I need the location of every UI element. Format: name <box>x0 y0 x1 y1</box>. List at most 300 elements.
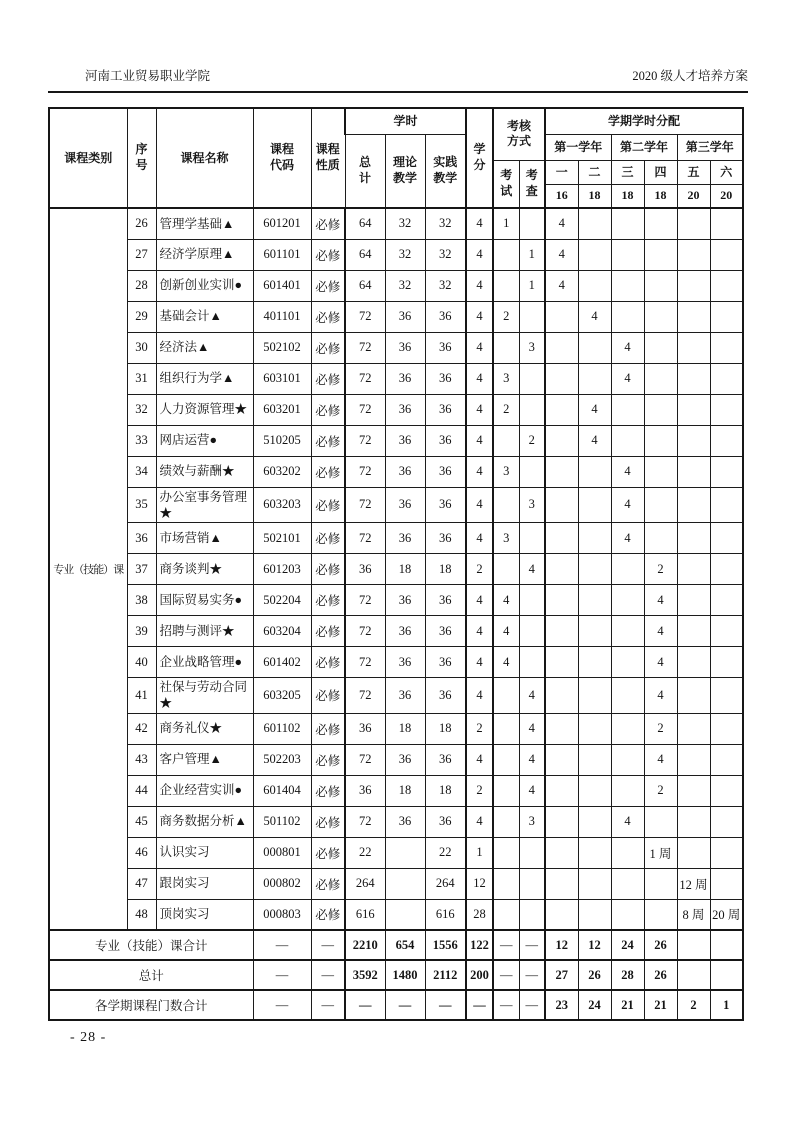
credits-cell: 4 <box>466 616 493 647</box>
semester-4-cell <box>644 394 677 425</box>
semester-3-cell <box>611 585 644 616</box>
theory-hours-cell: 36 <box>385 487 425 523</box>
practice-hours-cell: 32 <box>425 208 466 239</box>
course-nature-cell: 必修 <box>311 363 345 394</box>
course-name-cell: 基础会计▲ <box>156 301 253 332</box>
summary-nature-cell: — <box>311 960 345 990</box>
seq-cell: 30 <box>127 332 156 363</box>
header-check: 考查 <box>519 160 545 208</box>
check-cell <box>519 899 545 930</box>
theory-hours-cell: 36 <box>385 744 425 775</box>
seq-cell: 44 <box>127 775 156 806</box>
semester-5-cell <box>677 487 710 523</box>
check-cell <box>519 301 545 332</box>
exam-cell: 3 <box>493 523 519 554</box>
semester-3-cell: 4 <box>611 806 644 837</box>
semester-2-cell <box>578 744 611 775</box>
course-row <box>49 899 743 930</box>
semester-6-cell <box>710 744 743 775</box>
semester-4-cell <box>644 270 677 301</box>
summary-check-cell: — <box>519 990 545 1020</box>
course-code-cell: 502101 <box>253 523 311 554</box>
header-course-code: 课程代码 <box>253 108 311 208</box>
semester-5-cell <box>677 523 710 554</box>
semester-2-cell <box>578 678 611 714</box>
semester-3-cell <box>611 647 644 678</box>
theory-hours-cell: 32 <box>385 270 425 301</box>
semester-1-cell <box>545 332 578 363</box>
seq-cell: 38 <box>127 585 156 616</box>
semester-1-cell <box>545 837 578 868</box>
semester-6-cell <box>710 456 743 487</box>
course-tbody <box>49 208 743 1020</box>
course-name-cell: 国际贸易实务● <box>156 585 253 616</box>
semester-4-cell <box>644 523 677 554</box>
header-total-hours: 总计 <box>345 134 385 208</box>
check-cell <box>519 837 545 868</box>
course-nature-cell: 必修 <box>311 301 345 332</box>
seq-cell: 37 <box>127 554 156 585</box>
semester-1-cell: 4 <box>545 208 578 239</box>
course-code-cell: 601201 <box>253 208 311 239</box>
summary-exam-cell: — <box>493 930 519 960</box>
theory-hours-cell: 36 <box>385 678 425 714</box>
theory-hours-cell: 36 <box>385 425 425 456</box>
check-cell: 1 <box>519 239 545 270</box>
summary-semester-5-cell <box>677 960 710 990</box>
course-name-cell: 网店运营● <box>156 425 253 456</box>
course-nature-cell: 必修 <box>311 775 345 806</box>
course-code-cell: 601102 <box>253 713 311 744</box>
theory-hours-cell: 36 <box>385 616 425 647</box>
theory-hours-cell <box>385 837 425 868</box>
check-cell <box>519 647 545 678</box>
semester-3-cell <box>611 837 644 868</box>
seq-cell: 27 <box>127 239 156 270</box>
credits-cell: 2 <box>466 554 493 585</box>
theory-hours-cell: 36 <box>385 585 425 616</box>
summary-semester-6-cell <box>710 930 743 960</box>
semester-1-cell <box>545 301 578 332</box>
semester-2-cell: 4 <box>578 394 611 425</box>
summary-practice-cell: 2112 <box>425 960 466 990</box>
semester-5-cell <box>677 775 710 806</box>
curriculum-table <box>48 107 744 1021</box>
course-nature-cell: 必修 <box>311 647 345 678</box>
semester-2-cell <box>578 899 611 930</box>
summary-semester-4-cell: 26 <box>644 930 677 960</box>
semester-2-cell <box>578 239 611 270</box>
course-name-cell: 客户管理▲ <box>156 744 253 775</box>
credits-cell: 4 <box>466 456 493 487</box>
exam-cell <box>493 775 519 806</box>
semester-2-cell <box>578 487 611 523</box>
course-name-cell: 绩效与薪酬★ <box>156 456 253 487</box>
check-cell <box>519 585 545 616</box>
semester-6-cell <box>710 208 743 239</box>
seq-cell: 41 <box>127 678 156 714</box>
semester-3-cell <box>611 899 644 930</box>
credits-cell: 4 <box>466 394 493 425</box>
course-code-cell: 502102 <box>253 332 311 363</box>
seq-cell: 45 <box>127 806 156 837</box>
seq-cell: 29 <box>127 301 156 332</box>
seq-cell: 42 <box>127 713 156 744</box>
summary-row <box>49 990 743 1020</box>
header-year3: 第三学年 <box>677 134 743 160</box>
course-row <box>49 868 743 899</box>
semester-2-cell <box>578 806 611 837</box>
header-weeks-3: 18 <box>611 184 644 208</box>
exam-cell: 2 <box>493 394 519 425</box>
summary-label-cell: 各学期课程门数合计 <box>49 990 253 1020</box>
total-hours-cell: 72 <box>345 585 385 616</box>
course-nature-cell: 必修 <box>311 899 345 930</box>
course-code-cell: 603205 <box>253 678 311 714</box>
course-code-cell: 510205 <box>253 425 311 456</box>
semester-5-cell: 8 周 <box>677 899 710 930</box>
course-nature-cell: 必修 <box>311 868 345 899</box>
credits-cell: 4 <box>466 270 493 301</box>
seq-cell: 47 <box>127 868 156 899</box>
semester-2-cell <box>578 270 611 301</box>
theory-hours-cell: 36 <box>385 806 425 837</box>
course-row <box>49 332 743 363</box>
header-year1: 第一学年 <box>545 134 611 160</box>
summary-check-cell: — <box>519 930 545 960</box>
course-row <box>49 713 743 744</box>
summary-semester-3-cell: 28 <box>611 960 644 990</box>
semester-1-cell <box>545 585 578 616</box>
exam-cell <box>493 270 519 301</box>
semester-2-cell <box>578 616 611 647</box>
credits-cell: 4 <box>466 239 493 270</box>
semester-5-cell <box>677 837 710 868</box>
semester-1-cell <box>545 456 578 487</box>
semester-2-cell <box>578 647 611 678</box>
course-row <box>49 837 743 868</box>
credits-cell: 4 <box>466 585 493 616</box>
summary-label-cell: 专业（技能）课合计 <box>49 930 253 960</box>
seq-cell: 36 <box>127 523 156 554</box>
semester-1-cell <box>545 363 578 394</box>
practice-hours-cell: 36 <box>425 647 466 678</box>
course-row <box>49 301 743 332</box>
semester-5-cell <box>677 678 710 714</box>
summary-semester-2-cell: 26 <box>578 960 611 990</box>
semester-2-cell <box>578 713 611 744</box>
exam-cell <box>493 425 519 456</box>
semester-5-cell <box>677 554 710 585</box>
semester-3-cell <box>611 775 644 806</box>
semester-4-cell: 1 周 <box>644 837 677 868</box>
page-number: - 28 - <box>70 1030 107 1045</box>
header-weeks-5: 20 <box>677 184 710 208</box>
seq-cell: 43 <box>127 744 156 775</box>
seq-cell: 28 <box>127 270 156 301</box>
summary-semester-1-cell: 23 <box>545 990 578 1020</box>
semester-4-cell <box>644 806 677 837</box>
credits-cell: 4 <box>466 208 493 239</box>
course-name-cell: 组织行为学▲ <box>156 363 253 394</box>
course-code-cell: 601401 <box>253 270 311 301</box>
practice-hours-cell: 18 <box>425 554 466 585</box>
semester-5-cell <box>677 394 710 425</box>
practice-hours-cell: 36 <box>425 806 466 837</box>
semester-5-cell <box>677 332 710 363</box>
practice-hours-cell: 36 <box>425 301 466 332</box>
check-cell: 3 <box>519 487 545 523</box>
summary-credits-cell: 200 <box>466 960 493 990</box>
total-hours-cell: 72 <box>345 394 385 425</box>
course-nature-cell: 必修 <box>311 837 345 868</box>
semester-2-cell <box>578 208 611 239</box>
credits-cell: 4 <box>466 523 493 554</box>
credits-cell: 4 <box>466 678 493 714</box>
credits-cell: 4 <box>466 744 493 775</box>
total-hours-cell: 36 <box>345 713 385 744</box>
check-cell: 3 <box>519 332 545 363</box>
exam-cell: 1 <box>493 208 519 239</box>
total-hours-cell: 72 <box>345 332 385 363</box>
practice-hours-cell: 616 <box>425 899 466 930</box>
course-nature-cell: 必修 <box>311 456 345 487</box>
summary-semester-3-cell: 21 <box>611 990 644 1020</box>
header-semester-6: 六 <box>710 160 743 184</box>
seq-cell: 33 <box>127 425 156 456</box>
header-semester-3: 三 <box>611 160 644 184</box>
summary-semester-3-cell: 24 <box>611 930 644 960</box>
course-nature-cell: 必修 <box>311 713 345 744</box>
semester-4-cell <box>644 239 677 270</box>
total-hours-cell: 264 <box>345 868 385 899</box>
semester-6-cell <box>710 301 743 332</box>
check-cell <box>519 456 545 487</box>
exam-cell <box>493 239 519 270</box>
exam-cell <box>493 899 519 930</box>
course-name-cell: 招聘与测评★ <box>156 616 253 647</box>
course-code-cell: 401101 <box>253 301 311 332</box>
semester-5-cell <box>677 744 710 775</box>
theory-hours-cell: 36 <box>385 363 425 394</box>
theory-hours-cell <box>385 899 425 930</box>
header-assessment-group: 考核方式 <box>493 108 545 160</box>
course-row <box>49 394 743 425</box>
semester-6-cell <box>710 868 743 899</box>
semester-2-cell <box>578 585 611 616</box>
semester-6-cell <box>710 239 743 270</box>
total-hours-cell: 72 <box>345 363 385 394</box>
course-nature-cell: 必修 <box>311 554 345 585</box>
semester-4-cell: 2 <box>644 713 677 744</box>
semester-5-cell <box>677 616 710 647</box>
course-row <box>49 775 743 806</box>
course-name-cell: 顶岗实习 <box>156 899 253 930</box>
check-cell: 4 <box>519 744 545 775</box>
theory-hours-cell: 32 <box>385 208 425 239</box>
practice-hours-cell: 36 <box>425 585 466 616</box>
course-name-cell: 社保与劳动合同★ <box>156 678 253 714</box>
course-nature-cell: 必修 <box>311 270 345 301</box>
practice-hours-cell: 36 <box>425 332 466 363</box>
course-name-cell: 经济学原理▲ <box>156 239 253 270</box>
course-nature-cell: 必修 <box>311 585 345 616</box>
course-nature-cell: 必修 <box>311 806 345 837</box>
semester-6-cell <box>710 806 743 837</box>
semester-4-cell: 2 <box>644 775 677 806</box>
seq-cell: 48 <box>127 899 156 930</box>
summary-semester-4-cell: 26 <box>644 960 677 990</box>
practice-hours-cell: 18 <box>425 775 466 806</box>
semester-6-cell <box>710 837 743 868</box>
semester-3-cell: 4 <box>611 523 644 554</box>
credits-cell: 4 <box>466 487 493 523</box>
course-row <box>49 425 743 456</box>
summary-exam-cell: — <box>493 960 519 990</box>
semester-1-cell <box>545 487 578 523</box>
semester-1-cell <box>545 523 578 554</box>
seq-cell: 34 <box>127 456 156 487</box>
course-nature-cell: 必修 <box>311 616 345 647</box>
summary-total-cell: 2210 <box>345 930 385 960</box>
semester-6-cell <box>710 554 743 585</box>
check-cell: 4 <box>519 775 545 806</box>
semester-4-cell: 4 <box>644 678 677 714</box>
practice-hours-cell: 36 <box>425 363 466 394</box>
summary-check-cell: — <box>519 960 545 990</box>
practice-hours-cell: 264 <box>425 868 466 899</box>
credits-cell: 4 <box>466 332 493 363</box>
semester-3-cell <box>611 208 644 239</box>
exam-cell <box>493 837 519 868</box>
semester-5-cell <box>677 713 710 744</box>
course-nature-cell: 必修 <box>311 239 345 270</box>
course-code-cell: 000802 <box>253 868 311 899</box>
exam-cell: 2 <box>493 301 519 332</box>
practice-hours-cell: 36 <box>425 487 466 523</box>
summary-semester-5-cell: 2 <box>677 990 710 1020</box>
total-hours-cell: 72 <box>345 523 385 554</box>
course-name-cell: 商务礼仪★ <box>156 713 253 744</box>
semester-6-cell <box>710 678 743 714</box>
check-cell: 4 <box>519 678 545 714</box>
exam-cell <box>493 487 519 523</box>
theory-hours-cell: 36 <box>385 456 425 487</box>
course-row <box>49 678 743 714</box>
header-weeks-6: 20 <box>710 184 743 208</box>
total-hours-cell: 72 <box>345 806 385 837</box>
exam-cell <box>493 332 519 363</box>
summary-semester-2-cell: 12 <box>578 930 611 960</box>
plan-title: 2020 级人才培养方案 <box>632 69 748 83</box>
credits-cell: 2 <box>466 713 493 744</box>
semester-3-cell <box>611 301 644 332</box>
check-cell <box>519 394 545 425</box>
header-weeks-4: 18 <box>644 184 677 208</box>
semester-5-cell <box>677 270 710 301</box>
summary-code-cell: — <box>253 930 311 960</box>
semester-3-cell: 4 <box>611 456 644 487</box>
header-seq: 序号 <box>127 108 156 208</box>
credits-cell: 4 <box>466 425 493 456</box>
theory-hours-cell: 32 <box>385 239 425 270</box>
practice-hours-cell: 36 <box>425 425 466 456</box>
course-name-cell: 企业经营实训● <box>156 775 253 806</box>
semester-1-cell <box>545 394 578 425</box>
semester-5-cell: 12 周 <box>677 868 710 899</box>
course-row <box>49 616 743 647</box>
summary-credits-cell: 122 <box>466 930 493 960</box>
semester-1-cell <box>545 899 578 930</box>
header-weeks-2: 18 <box>578 184 611 208</box>
semester-5-cell <box>677 208 710 239</box>
header-course-name: 课程名称 <box>156 108 253 208</box>
header-year2: 第二学年 <box>611 134 677 160</box>
summary-theory-cell: — <box>385 990 425 1020</box>
course-name-cell: 人力资源管理★ <box>156 394 253 425</box>
semester-1-cell <box>545 713 578 744</box>
semester-4-cell <box>644 332 677 363</box>
semester-3-cell <box>611 239 644 270</box>
exam-cell: 3 <box>493 363 519 394</box>
semester-2-cell <box>578 456 611 487</box>
course-name-cell: 跟岗实习 <box>156 868 253 899</box>
semester-1-cell <box>545 425 578 456</box>
credits-cell: 4 <box>466 363 493 394</box>
semester-3-cell: 4 <box>611 332 644 363</box>
course-code-cell: 601101 <box>253 239 311 270</box>
semester-4-cell: 4 <box>644 616 677 647</box>
semester-5-cell <box>677 456 710 487</box>
semester-6-cell <box>710 487 743 523</box>
semester-2-cell <box>578 775 611 806</box>
seq-cell: 31 <box>127 363 156 394</box>
course-name-cell: 市场营销▲ <box>156 523 253 554</box>
practice-hours-cell: 36 <box>425 744 466 775</box>
header-semester-1: 一 <box>545 160 578 184</box>
check-cell: 1 <box>519 270 545 301</box>
check-cell: 3 <box>519 806 545 837</box>
check-cell <box>519 523 545 554</box>
total-hours-cell: 72 <box>345 425 385 456</box>
exam-cell: 3 <box>493 456 519 487</box>
semester-2-cell <box>578 837 611 868</box>
course-name-cell: 管理学基础▲ <box>156 208 253 239</box>
semester-6-cell <box>710 775 743 806</box>
semester-1-cell <box>545 775 578 806</box>
semester-4-cell <box>644 425 677 456</box>
course-nature-cell: 必修 <box>311 208 345 239</box>
summary-semester-5-cell <box>677 930 710 960</box>
practice-hours-cell: 36 <box>425 523 466 554</box>
course-nature-cell: 必修 <box>311 425 345 456</box>
semester-1-cell <box>545 806 578 837</box>
semester-3-cell <box>611 713 644 744</box>
course-name-cell: 商务数据分析▲ <box>156 806 253 837</box>
course-nature-cell: 必修 <box>311 523 345 554</box>
theory-hours-cell: 18 <box>385 775 425 806</box>
course-row <box>49 239 743 270</box>
total-hours-cell: 64 <box>345 239 385 270</box>
semester-3-cell <box>611 868 644 899</box>
exam-cell: 4 <box>493 647 519 678</box>
semester-3-cell <box>611 678 644 714</box>
credits-cell: 4 <box>466 301 493 332</box>
practice-hours-cell: 32 <box>425 239 466 270</box>
course-code-cell: 000803 <box>253 899 311 930</box>
exam-cell: 4 <box>493 585 519 616</box>
summary-semester-6-cell <box>710 960 743 990</box>
